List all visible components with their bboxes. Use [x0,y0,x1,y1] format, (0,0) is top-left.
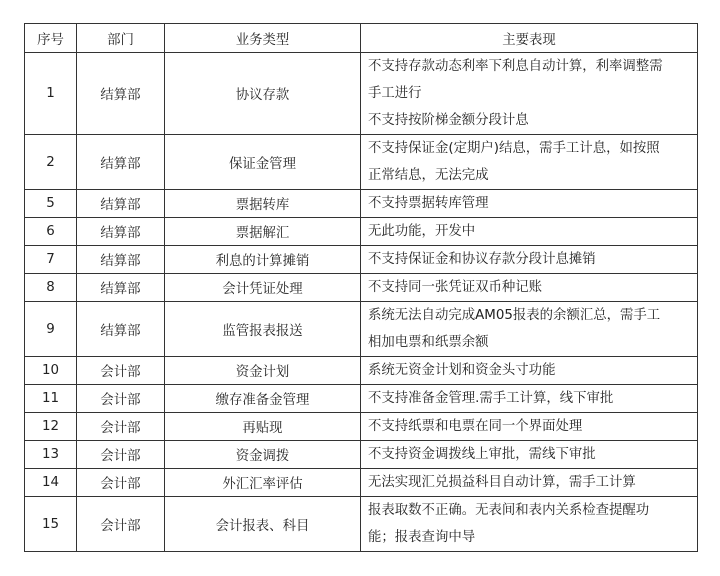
table-row [25,274,698,302]
description-line: 无此功能，开发中 [368,224,476,239]
row-number-cell: 10 [25,357,77,385]
description-cell [361,357,698,385]
department-cell: 结算部 [77,246,165,274]
table-row [25,53,698,135]
row-number-cell: 8 [25,274,77,302]
row-number-cell: 6 [25,218,77,246]
description-line: 不支持准备金管理.需手工计算，线下审批 [368,391,614,406]
table-row [25,302,698,357]
description-line: 不支持存款动态利率下利息自动计算，利率调整需 [368,59,663,74]
business-type-cell: 监管报表报送 [165,302,361,357]
description-line: 报表取数不正确。无表间和表内关系检查提醒功 [368,503,650,518]
description-line: 正常结息，无法完成 [368,168,489,183]
description-line: 不支持保证金和协议存款分段计息摊销 [368,252,596,267]
description-line: 不支持资金调拨线上审批，需线下审批 [368,447,596,462]
business-type-cell: 资金计划 [165,357,361,385]
description-line: 手工进行 [368,86,422,101]
description-cell [361,469,698,497]
department-cell: 会计部 [77,497,165,552]
description-line: 系统无资金计划和资金头寸功能 [368,363,556,378]
description-cell [361,246,698,274]
table-row [25,246,698,274]
description-line: 不支持纸票和电票在同一个界面处理 [368,419,583,434]
description-cell [361,135,698,190]
department-cell: 会计部 [77,357,165,385]
issues-table-container [24,23,697,552]
description-cell [361,218,698,246]
table-body [25,53,698,552]
description-line: 不支持保证金(定期户)结息，需手工计息，如按照 [368,141,660,156]
row-number-cell: 9 [25,302,77,357]
business-type-cell: 会计凭证处理 [165,274,361,302]
table-row [25,469,698,497]
department-cell: 结算部 [77,190,165,218]
description-line: 无法实现汇兑损益科目自动计算，需手工计算 [368,475,636,490]
business-type-cell: 利息的计算摊销 [165,246,361,274]
description-line: 不支持票据转库管理 [368,196,489,211]
description-line: 不支持按阶梯金额分段计息 [368,113,529,128]
description-cell [361,385,698,413]
description-line: 能；报表查询中导 [368,530,476,545]
department-cell: 会计部 [77,469,165,497]
table-row [25,441,698,469]
header-row [25,24,698,53]
description-cell [361,497,698,552]
business-type-cell: 票据解汇 [165,218,361,246]
row-number-cell: 5 [25,190,77,218]
business-type-cell: 缴存准备金管理 [165,385,361,413]
business-type-cell: 外汇汇率评估 [165,469,361,497]
header-no: 序号 [25,24,77,53]
row-number-cell: 7 [25,246,77,274]
department-cell: 结算部 [77,218,165,246]
table-row [25,385,698,413]
row-number-cell: 12 [25,413,77,441]
description-cell [361,302,698,357]
department-cell: 会计部 [77,441,165,469]
row-number-cell: 13 [25,441,77,469]
business-type-cell: 会计报表、科目 [165,497,361,552]
table-header [25,24,698,53]
table-row [25,135,698,190]
row-number-cell: 2 [25,135,77,190]
department-cell: 结算部 [77,302,165,357]
description-cell [361,413,698,441]
business-type-cell: 再贴现 [165,413,361,441]
row-number-cell: 15 [25,497,77,552]
description-cell [361,274,698,302]
department-cell: 结算部 [77,53,165,135]
row-number-cell: 1 [25,53,77,135]
department-cell: 会计部 [77,385,165,413]
department-cell: 结算部 [77,135,165,190]
business-type-cell: 协议存款 [165,53,361,135]
table-row [25,190,698,218]
description-line: 系统无法自动完成AM05报表的余额汇总，需手工 [368,308,661,323]
issues-table [24,23,698,552]
business-type-cell: 保证金管理 [165,135,361,190]
row-number-cell: 14 [25,469,77,497]
table-row [25,497,698,552]
business-type-cell: 资金调拨 [165,441,361,469]
description-cell [361,441,698,469]
header-desc: 主要表现 [361,24,698,53]
department-cell: 结算部 [77,274,165,302]
description-cell [361,53,698,135]
description-cell [361,190,698,218]
description-line: 相加电票和纸票余额 [368,335,489,350]
row-number-cell: 11 [25,385,77,413]
table-row [25,357,698,385]
description-line: 不支持同一张凭证双币种记账 [368,280,543,295]
header-dept: 部门 [77,24,165,53]
header-type: 业务类型 [165,24,361,53]
department-cell: 会计部 [77,413,165,441]
table-row [25,218,698,246]
table-row [25,413,698,441]
business-type-cell: 票据转库 [165,190,361,218]
